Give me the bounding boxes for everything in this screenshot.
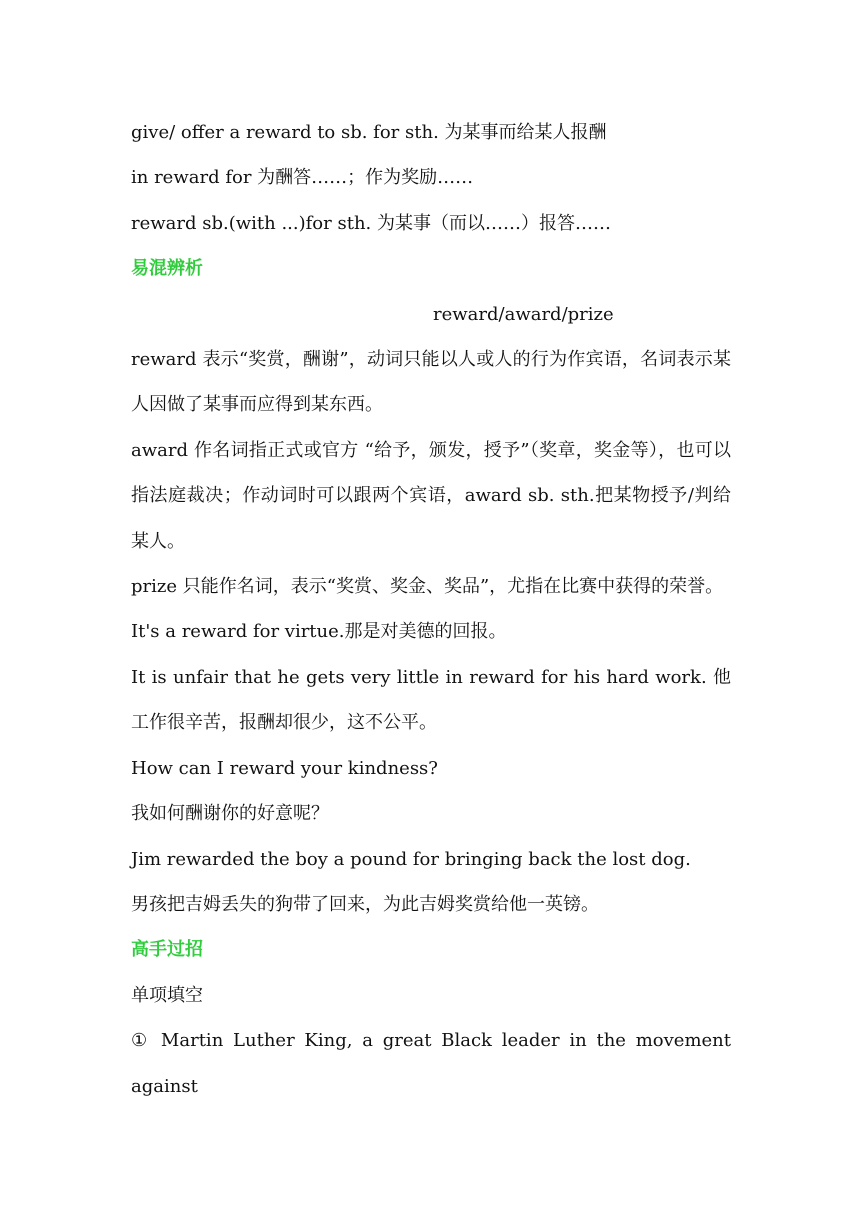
section-heading-confusables: 易混辨析 <box>131 258 203 280</box>
paragraph-prize: prize 只能作名词，表示“奖赏、奖金、奖品”，尤指在比赛中获得的荣誉。 <box>131 576 724 598</box>
question-1: ① Martin Luther King, a great Black leader in the movement against <box>131 1030 731 1097</box>
phrase-line: reward sb.(with ...)for sth. 为某事（而以……）报答…… <box>131 212 611 234</box>
example-sentence: It is unfair that he gets very little in reward for his hard work. 他工作很辛苦，报酬却很少，这不公平。 <box>131 666 731 734</box>
phrase-line: give/ offer a reward to sb. for sth. 为某事而给某人报酬 <box>131 122 607 143</box>
example-sentence: It's a reward for virtue.那是对美德的回报。 <box>131 621 507 643</box>
example-translation: 我如何酬谢你的好意呢？ <box>131 803 329 825</box>
exercise-label: 单项填空 <box>131 984 203 1006</box>
document-body <box>131 110 731 1109</box>
section-heading-practice: 高手过招 <box>131 939 203 961</box>
paragraph-reward: reward 表示“奖赏，酬谢”，动词只能以人或人的行为作宾语，名词表示某人因做了某事而应得到某东西。 <box>131 349 731 416</box>
phrase-line: in reward for 为酬答……；作为奖励…… <box>131 167 474 189</box>
example-translation: 男孩把吉姆丢失的狗带了回来，为此吉姆奖赏给他一英镑。 <box>131 893 599 915</box>
section-subtitle: reward/award/prize <box>433 303 614 325</box>
paragraph-award: award 作名词指正式或官方 “给予，颁发，授予”（奖章，奖金等），也可以指法庭裁决；作动词时可以跟两个宾语，award sb. sth.把某物授予/判给某人。 <box>131 439 731 552</box>
example-sentence: How can I reward your kindness? <box>131 757 438 779</box>
example-sentence: Jim rewarded the boy a pound for bringing back the lost dog. <box>131 848 691 870</box>
